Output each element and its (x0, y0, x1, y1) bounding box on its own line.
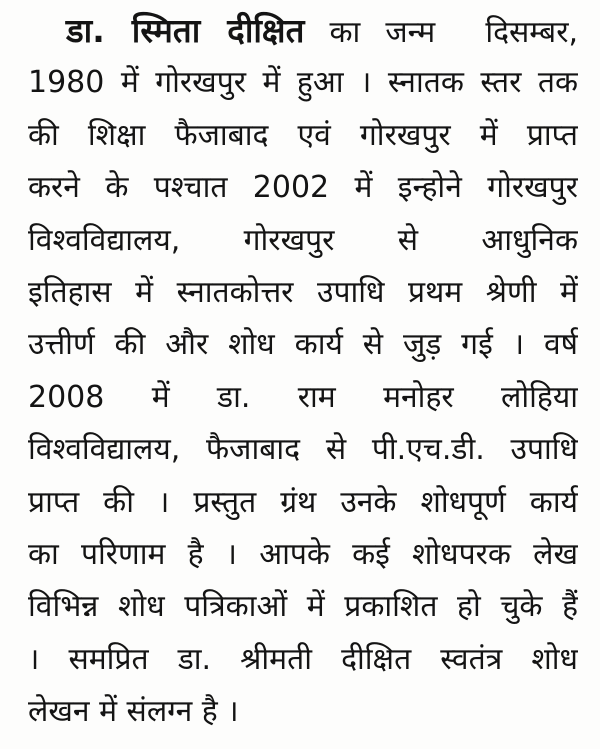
paragraph-line-1 (28, 5, 578, 57)
paragraph-line-12: विभिन्न शोध पत्रिकाओं में प्रकाशित हो चुके हैं (28, 589, 578, 625)
paragraph-line-1-rest: का जन्म दिसम्बर, (304, 15, 578, 50)
paragraph-line-2: 1980 में गोरखपुर में हुआ । स्नातक स्तर तक (28, 65, 578, 101)
paragraph-line-7: उत्तीर्ण की और शोध कार्य से जुड़ गई । वर्ष (28, 327, 578, 363)
paragraph-line-8: 2008 में डा. राम मनोहर लोहिया (28, 379, 578, 415)
paragraph-line-4: करने के पश्चात 2002 में इन्होने गोरखपुर (28, 170, 578, 206)
paragraph-line-6: इतिहास में स्नातकोत्तर उपाधि प्रथम श्रेणी में (28, 274, 578, 310)
paragraph-line-10: प्राप्त की । प्रस्तुत ग्रंथ उनके शोधपूर्ण कार्य (28, 484, 578, 520)
paragraph-line-13: । समप्रित डा. श्रीमती दीक्षित स्वतंत्र शोध (28, 641, 578, 677)
paragraph-line-11: का परिणाम है । आपके कई शोधपरक लेख (28, 536, 578, 572)
paragraph-line-5: विश्वविद्यालय, गोरखपुर से आधुनिक (28, 222, 578, 258)
author-name-bold: डा. स्मिता दीक्षित (66, 11, 305, 50)
paragraph-line-3: की शिक्षा फैजाबाद एवं गोरखपुर में प्राप्त (28, 117, 578, 153)
paragraph-line-14: लेखन में संलग्न है । (28, 694, 239, 730)
paragraph-line-9: विश्वविद्यालय, फैजाबाद से पी.एच.डी. उपाधि (28, 432, 578, 468)
